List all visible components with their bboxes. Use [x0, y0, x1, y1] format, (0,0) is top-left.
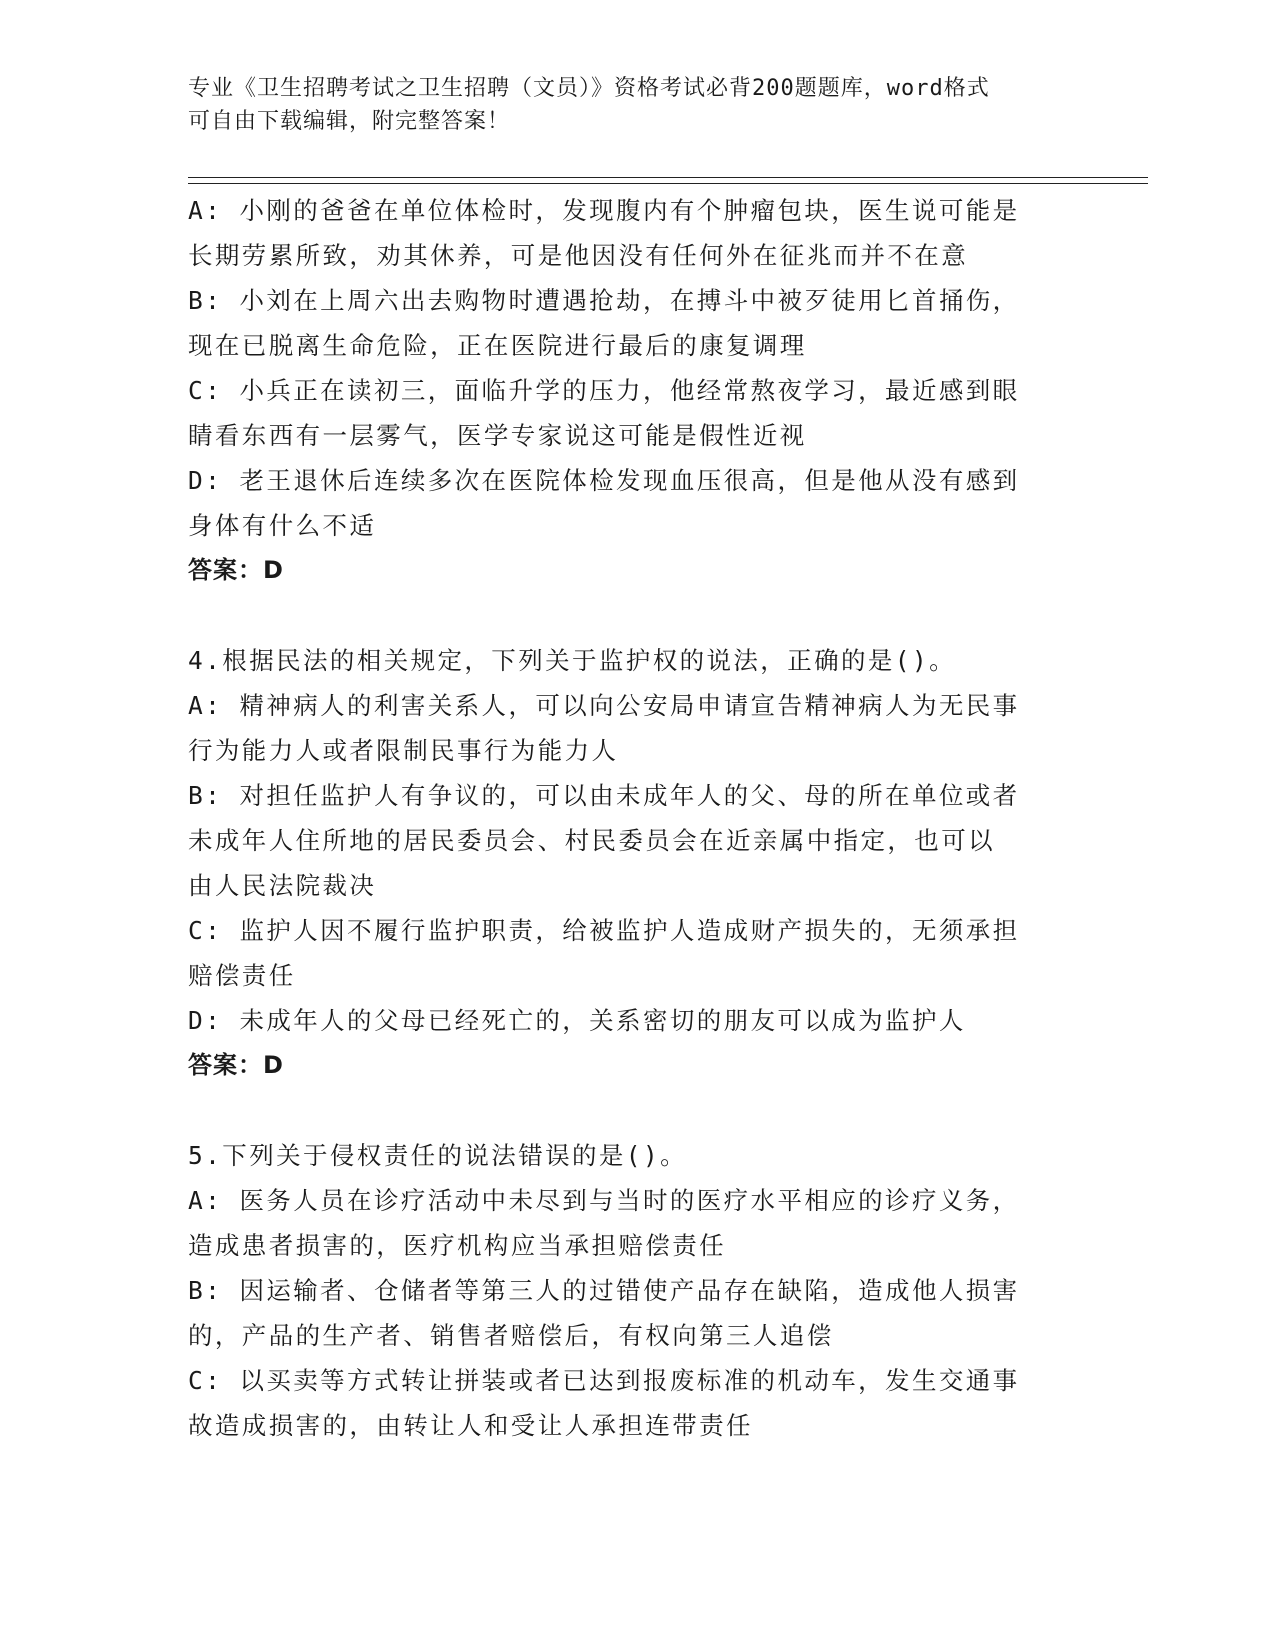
option-c-line-1: C: 监护人因不履行监护职责，给被监护人造成财产损失的，无须承担: [188, 916, 1020, 945]
option-a-line-1: A: 精神病人的利害关系人，可以向公安局申请宣告精神病人为无民事: [188, 691, 1020, 720]
question-4-text: 4.根据民法的相关规定，下列关于监护权的说法，正确的是()。: [188, 646, 956, 675]
question-4: [188, 638, 1088, 1088]
option-d-line-1: D: 老王退休后连续多次在医院体检发现血压很高，但是他从没有感到: [188, 466, 1020, 495]
option-c-line-2: 睛看东西有一层雾气，医学专家说这可能是假性近视: [188, 421, 807, 450]
page-header: [188, 72, 1088, 138]
option-c-line-1: C: 以买卖等方式转让拼装或者已达到报废标准的机动车，发生交通事: [188, 1366, 1020, 1395]
spacer: [188, 1088, 1088, 1133]
option-a-line-2: 造成患者损害的，医疗机构应当承担赔偿责任: [188, 1231, 726, 1260]
option-a-line-1: A: 小刚的爸爸在单位体检时，发现腹内有个肿瘤包块，医生说可能是: [188, 196, 1020, 225]
question-5: [188, 1133, 1088, 1448]
option-c-line-2: 故造成损害的，由转让人和受让人承担连带责任: [188, 1411, 753, 1440]
option-a-line-2: 长期劳累所致，劝其休养，可是他因没有任何外在征兆而并不在意: [188, 241, 969, 270]
option-a-line-2: 行为能力人或者限制民事行为能力人: [188, 736, 619, 765]
option-a-line-1: A: 医务人员在诊疗活动中未尽到与当时的医疗水平相应的诊疗义务，: [188, 1186, 1020, 1215]
option-d-line-2: 身体有什么不适: [188, 511, 377, 540]
option-b-line-1: B: 对担任监护人有争议的，可以由未成年人的父、母的所在单位或者: [188, 781, 1020, 810]
header-line-2: 可自由下载编辑，附完整答案！: [188, 109, 511, 134]
answer-4: 答案：D: [188, 1051, 284, 1079]
document-body: [188, 188, 1088, 1448]
option-b-line-1: B: 因运输者、仓储者等第三人的过错使产品存在缺陷，造成他人损害: [188, 1276, 1020, 1305]
option-b-line-2: 未成年人住所地的居民委员会、村民委员会在近亲属中指定，也可以: [188, 826, 995, 855]
header-line-1: 专业《卫生招聘考试之卫生招聘（文员）》资格考试必背200题题库，word格式: [188, 76, 990, 101]
option-b-line-3: 由人民法院裁决: [188, 871, 377, 900]
answer-3: 答案：D: [188, 556, 284, 584]
spacer: [188, 593, 1088, 638]
option-c-line-1: C: 小兵正在读初三，面临升学的压力，他经常熬夜学习，最近感到眼: [188, 376, 1020, 405]
option-b-line-1: B: 小刘在上周六出去购物时遭遇抢劫，在搏斗中被歹徒用匕首捅伤，: [188, 286, 1020, 315]
option-c-line-2: 赔偿责任: [188, 961, 296, 990]
question-5-text: 5.下列关于侵权责任的说法错误的是()。: [188, 1141, 687, 1170]
option-b-line-2: 现在已脱离生命危险，正在医院进行最后的康复调理: [188, 331, 807, 360]
question-3-options: [188, 188, 1088, 593]
option-b-line-2: 的，产品的生产者、销售者赔偿后，有权向第三人追偿: [188, 1321, 834, 1350]
option-d-line-1: D: 未成年人的父母已经死亡的，关系密切的朋友可以成为监护人: [188, 1006, 966, 1035]
header-divider: [188, 177, 1148, 184]
